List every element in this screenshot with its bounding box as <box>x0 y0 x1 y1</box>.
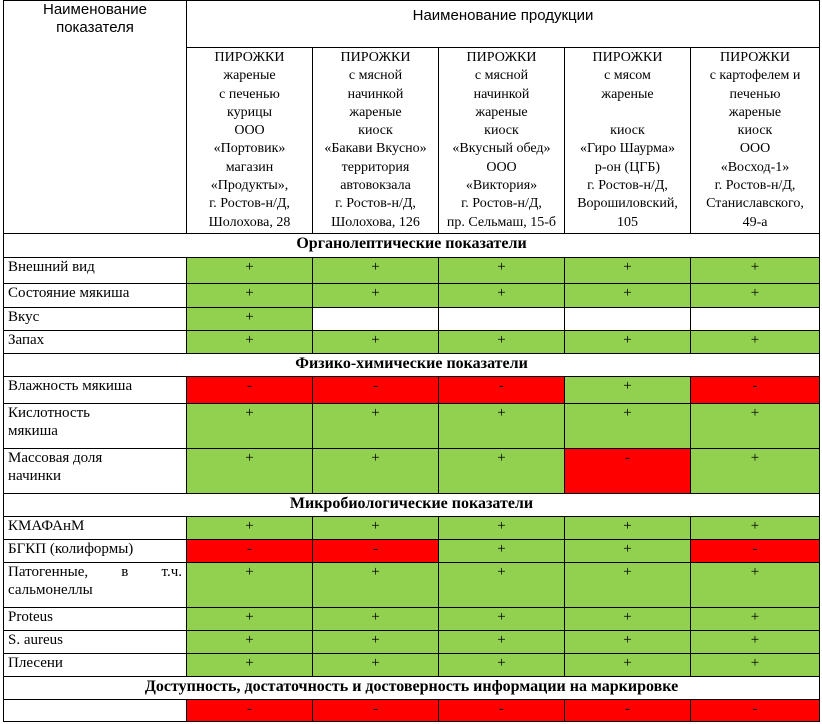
row-smell <box>4 331 820 354</box>
result-cell-product-1: - <box>187 377 313 404</box>
result-cell-product-4: - <box>565 700 691 722</box>
result-cell-product-4: + <box>565 540 691 563</box>
row-molds <box>4 654 820 677</box>
result-cell-product-5: + <box>691 331 820 354</box>
row-label: Состояние мякиша <box>4 284 187 308</box>
result-cell-product-1: + <box>187 258 313 284</box>
row-labeling <box>4 700 820 722</box>
row-label <box>4 700 187 722</box>
result-cell-product-1: + <box>187 308 313 331</box>
product-3-header: ПИРОЖКИ с мясной начинкой жареные киоск «Вкусный обед» ООО «Виктория» г. Ростов-н/Д, пр. Сельмаш, 15-б <box>439 48 565 234</box>
result-cell-product-2: + <box>313 331 439 354</box>
products-column-header: Наименование продукции <box>187 1 820 48</box>
result-cell-product-4: - <box>565 449 691 494</box>
row-label: Proteus <box>4 608 187 631</box>
result-cell-product-2: + <box>313 517 439 540</box>
indicator-column-header: Наименование показателя <box>4 1 187 234</box>
result-cell-product-1: - <box>187 540 313 563</box>
result-cell-product-1: + <box>187 654 313 677</box>
result-cell-product-3: + <box>439 608 565 631</box>
row-label: Вкус <box>4 308 187 331</box>
result-cell-product-2: + <box>313 284 439 308</box>
result-cell-product-3: + <box>439 563 565 608</box>
result-cell-product-4: + <box>565 284 691 308</box>
result-cell-product-2: + <box>313 258 439 284</box>
result-cell-product-5 <box>691 308 820 331</box>
result-cell-product-5: + <box>691 563 820 608</box>
result-cell-product-2: - <box>313 377 439 404</box>
result-cell-product-1: + <box>187 517 313 540</box>
result-cell-product-2: + <box>313 563 439 608</box>
result-cell-product-3: + <box>439 517 565 540</box>
result-cell-product-1: + <box>187 284 313 308</box>
section-micro: Микробиологические показатели <box>4 494 820 517</box>
result-cell-product-2: + <box>313 404 439 449</box>
row-pathogenic <box>4 563 820 608</box>
result-cell-product-1: + <box>187 608 313 631</box>
row-s-aureus <box>4 631 820 654</box>
result-cell-product-4 <box>565 308 691 331</box>
result-cell-product-4: + <box>565 563 691 608</box>
row-label: Массовая доля начинки <box>4 449 187 494</box>
result-cell-product-1: - <box>187 700 313 722</box>
result-cell-product-2: - <box>313 540 439 563</box>
result-cell-product-2: + <box>313 608 439 631</box>
result-cell-product-3: + <box>439 449 565 494</box>
result-cell-product-5: + <box>691 517 820 540</box>
row-kmafanm <box>4 517 820 540</box>
row-label: Внешний вид <box>4 258 187 284</box>
row-label: БГКП (колиформы) <box>4 540 187 563</box>
result-cell-product-1: + <box>187 563 313 608</box>
section-organoleptic: Органолептические показатели <box>4 234 820 258</box>
row-crumb-moisture <box>4 377 820 404</box>
result-cell-product-4: + <box>565 654 691 677</box>
row-bgkp <box>4 540 820 563</box>
result-cell-product-3: + <box>439 331 565 354</box>
result-cell-product-3: + <box>439 654 565 677</box>
result-cell-product-2: + <box>313 631 439 654</box>
result-cell-product-2 <box>313 308 439 331</box>
result-cell-product-4: + <box>565 331 691 354</box>
result-cell-product-5: - <box>691 540 820 563</box>
result-cell-product-4: + <box>565 258 691 284</box>
result-cell-product-1: + <box>187 331 313 354</box>
product-4-header: ПИРОЖКИ с мясом жареные киоск «Гиро Шаурма» р-он (ЦГБ) г. Ростов-н/Д, Ворошиловский, 105 <box>565 48 691 234</box>
row-label: Запах <box>4 331 187 354</box>
product-5-header: ПИРОЖКИ с картофелем и печенью жареные киоск ООО «Восход-1» г. Ростов-н/Д, Станиславского, 49-а <box>691 48 820 234</box>
result-cell-product-4: + <box>565 377 691 404</box>
row-label: Кислотность мякиша <box>4 404 187 449</box>
product-2-header: ПИРОЖКИ с мясной начинкой жареные киоск «Бакави Вкусно» территория автовокзала г. Ростов-н/Д, Шолохова, 126 <box>313 48 439 234</box>
result-cell-product-3: + <box>439 258 565 284</box>
result-cell-product-4: + <box>565 631 691 654</box>
product-1-header: ПИРОЖКИ жареные с печенью курицы ООО «Портовик» магазин «Продукты», г. Ростов-н/Д, Шолохова, 28 <box>187 48 313 234</box>
result-cell-product-3: - <box>439 377 565 404</box>
result-cell-product-3: + <box>439 540 565 563</box>
result-cell-product-5: + <box>691 654 820 677</box>
result-cell-product-1: + <box>187 449 313 494</box>
result-cell-product-5: + <box>691 258 820 284</box>
result-cell-product-2: - <box>313 700 439 722</box>
row-label: Патогенные, в т.ч. сальмонеллы <box>4 563 187 608</box>
result-cell-product-5: + <box>691 608 820 631</box>
result-cell-product-2: + <box>313 654 439 677</box>
row-crumb-acidity <box>4 404 820 449</box>
result-cell-product-1: + <box>187 404 313 449</box>
section-labeling: Доступность, достаточность и достоверность информации на маркировке <box>4 677 820 700</box>
row-label: Плесени <box>4 654 187 677</box>
result-cell-product-5: + <box>691 284 820 308</box>
row-label: S. aureus <box>4 631 187 654</box>
row-taste <box>4 308 820 331</box>
result-cell-product-5: + <box>691 631 820 654</box>
row-proteus <box>4 608 820 631</box>
result-cell-product-4: + <box>565 608 691 631</box>
result-cell-product-5: + <box>691 404 820 449</box>
result-cell-product-5: - <box>691 700 820 722</box>
result-cell-product-3: + <box>439 284 565 308</box>
row-appearance <box>4 258 820 284</box>
result-cell-product-1: + <box>187 631 313 654</box>
result-cell-product-5: + <box>691 449 820 494</box>
row-crumb-state <box>4 284 820 308</box>
results-table <box>3 0 820 722</box>
result-cell-product-5: - <box>691 377 820 404</box>
result-cell-product-4: + <box>565 517 691 540</box>
row-label: КМАФАнМ <box>4 517 187 540</box>
result-cell-product-3: - <box>439 700 565 722</box>
result-cell-product-3: + <box>439 404 565 449</box>
result-cell-product-3 <box>439 308 565 331</box>
section-physchem: Физико-химические показатели <box>4 354 820 377</box>
result-cell-product-4: + <box>565 404 691 449</box>
row-label: Влажность мякиша <box>4 377 187 404</box>
result-cell-product-3: + <box>439 631 565 654</box>
result-cell-product-2: + <box>313 449 439 494</box>
row-filling-mass <box>4 449 820 494</box>
